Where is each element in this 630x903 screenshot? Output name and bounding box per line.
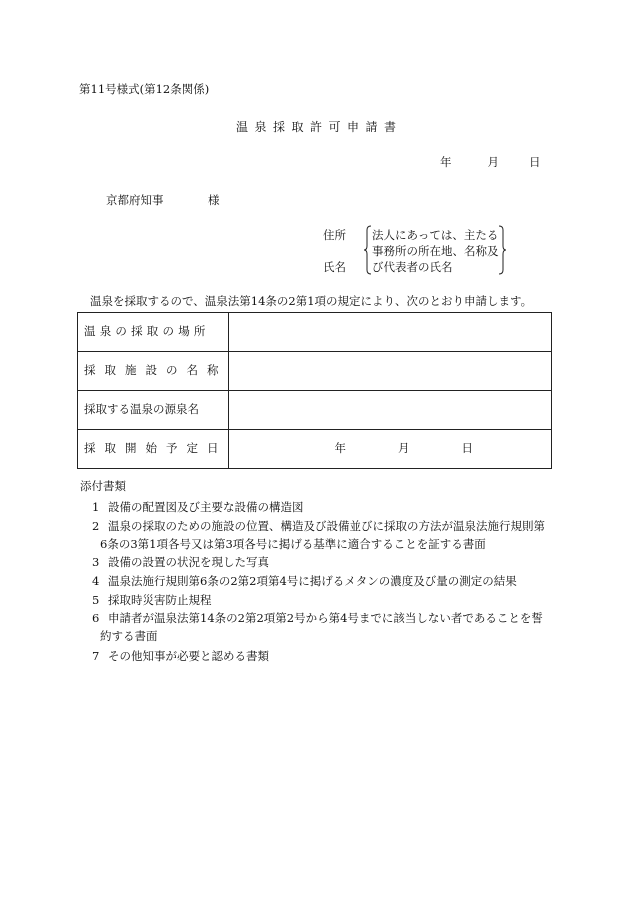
date-month-label: 月 <box>487 155 499 169</box>
addressee-name: 京都府知事 <box>106 193 164 207</box>
row-label-source: 採取する温泉の源泉名 <box>78 391 229 430</box>
note-line: び代表者の氏名 <box>372 260 453 274</box>
start-day-label: 日 <box>461 441 473 456</box>
table-row <box>78 430 552 469</box>
start-date-field[interactable] <box>228 430 552 469</box>
document-title: 温泉採取許可申請書 <box>236 120 403 134</box>
start-year-label: 年 <box>334 441 346 456</box>
application-date <box>440 157 541 169</box>
intro-statement: 温泉を採取するので、温泉法第14条の2第1項の規定により、次のとおり申請します。 <box>90 294 533 308</box>
addressee-honorific: 様 <box>208 193 220 207</box>
start-month-label: 月 <box>398 441 410 456</box>
source-name-field[interactable] <box>228 391 552 430</box>
table-row <box>78 391 552 430</box>
name-label: 氏名 <box>323 260 346 274</box>
location-field[interactable] <box>228 313 552 352</box>
addressee <box>106 193 220 207</box>
row-label-location: 温泉の採取の場所 <box>78 313 229 352</box>
applicant-note <box>364 224 506 276</box>
row-label-facility: 採取施設の名称 <box>78 352 229 391</box>
facility-name-field[interactable] <box>228 352 552 391</box>
table-row <box>78 313 552 352</box>
attachment-item: 4 温泉法施行規則第6条の2第2項第4号に掲げるメタンの濃度及び量の測定の結果 <box>92 574 517 588</box>
attachment-item: 1 設備の配置図及び主要な設備の構造図 <box>92 500 304 514</box>
attachment-item: 3 設備の設置の状況を現した写真 <box>92 555 269 569</box>
row-label-start-date: 採取開始予定日 <box>78 430 229 469</box>
application-table <box>77 312 552 469</box>
attachments-heading: 添付書類 <box>80 479 126 493</box>
attachment-item: 6 申請者が温泉法第14条の2第2項第2号から第4号までに該当しない者であることを誓 約する書面 <box>92 611 543 644</box>
form-number: 第11号様式(第12条関係) <box>79 82 210 96</box>
attachment-item: 2 温泉の採取のための施設の位置、構造及び設備並びに採取の方法が温泉法施行規則第 6条の3第1項各号又は第3項各号に掲げる基準に適合することを証する書面 <box>92 519 545 552</box>
table-row <box>78 352 552 391</box>
date-year-label: 年 <box>440 155 452 169</box>
note-line: 法人にあっては、主たる <box>372 228 499 242</box>
address-label: 住所 <box>323 228 346 242</box>
attachment-item: 5 採取時災害防止規程 <box>92 593 212 607</box>
note-line: 事務所の所在地、名称及 <box>372 244 499 258</box>
attachment-item: 7 その他知事が必要と認める書類 <box>92 649 269 663</box>
date-day-label: 日 <box>529 155 541 169</box>
